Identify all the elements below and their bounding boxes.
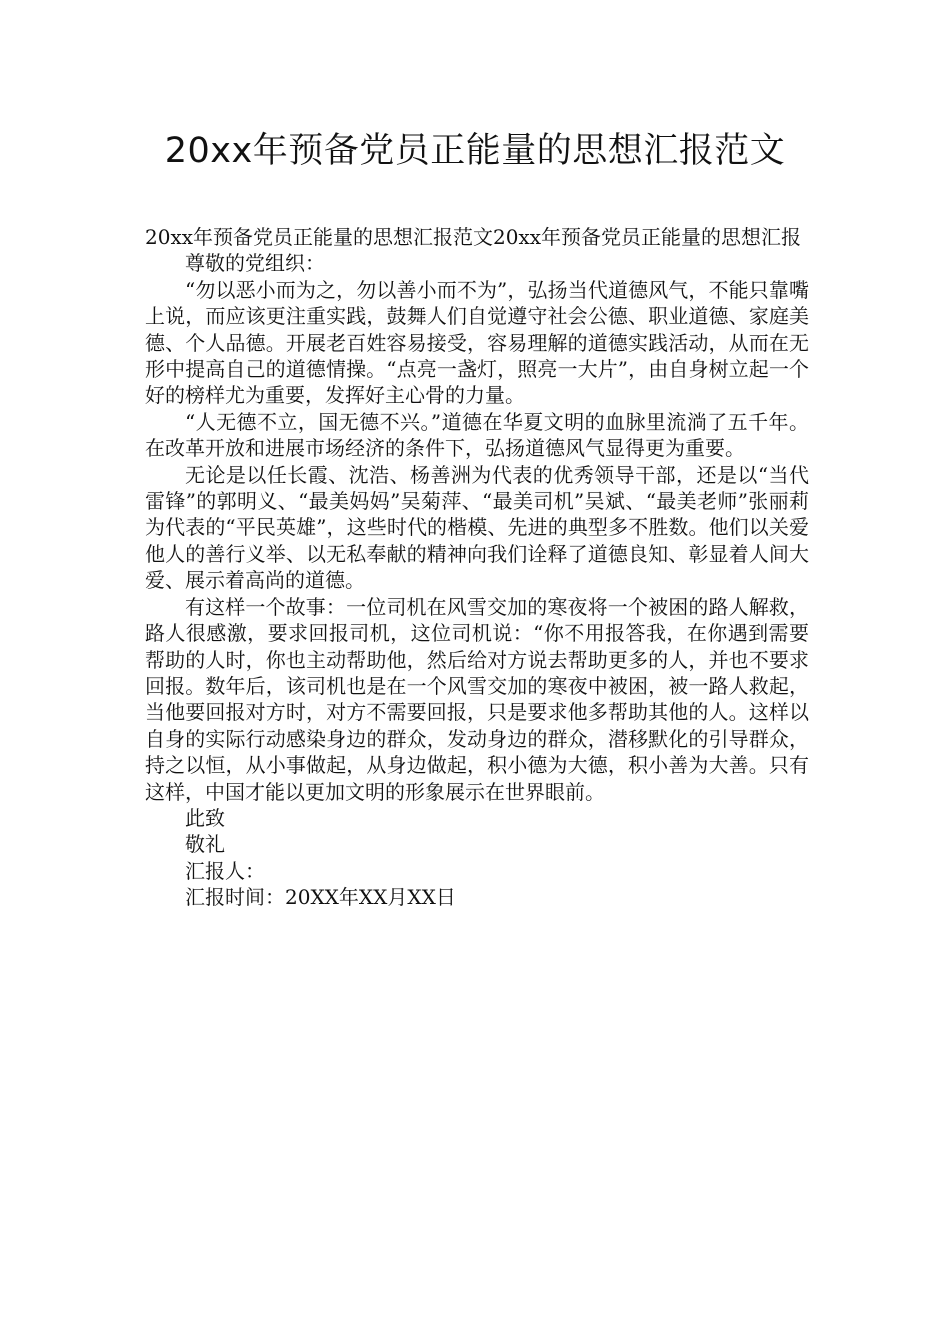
closing-line-2: 敬礼 bbox=[185, 832, 225, 857]
document-body bbox=[145, 224, 809, 911]
intro-text: 20xx年预备党员正能量的思想汇报范文20xx年预备党员正能量的思想汇报 bbox=[145, 225, 802, 249]
body-paragraph-1: “勿以恶小而为之，勿以善小而不为”，弘扬当代道德风气，不能只靠嘴上说，而应该更注重实践，鼓舞人们自觉遵守社会公德、职业道德、家庭美德、个人品德。开展老百姓容易接受，容易理解的道德实践活动，从而在无形中提高自己的道德情操。“点亮一盏灯，照亮一大片”，由自身树立起一个好的榜样尤为重要，发挥好主心骨的力量。 bbox=[145, 277, 809, 408]
body-paragraph-3: 无论是以任长霞、沈浩、杨善洲为代表的优秀领导干部，还是以“当代雷锋”的郭明义、“最美妈妈”吴菊萍、“最美司机”吴斌、“最美老师”张丽莉为代表的“平民英雄”，这些时代的楷模、先进的典型多不胜数。他们以关爱他人的善行义举、以无私奉献的精神向我们诠释了道德良知、彰显着人间大爱、展示着高尚的道德。 bbox=[145, 462, 809, 593]
reporter-line: 汇报人： bbox=[185, 858, 265, 883]
document-title: 20xx年预备党员正能量的思想汇报范文 bbox=[164, 131, 786, 171]
body-paragraph-2: “人无德不立，国无德不兴。”道德在华夏文明的血脉里流淌了五千年。在改革开放和进展市场经济的条件下，弘扬道德风气显得更为重要。 bbox=[145, 409, 809, 461]
closing-line-1: 此致 bbox=[185, 805, 225, 830]
report-time-line: 汇报时间：20XX年XX月XX日 bbox=[185, 885, 456, 910]
body-paragraph-4: 有这样一个故事：一位司机在风雪交加的寒夜将一个被困的路人解救，路人很感激，要求回报司机，这位司机说：“你不用报答我，在你遇到需要帮助的人时，你也主动帮助他，然后给对方说去帮助更多的人，并也不要求回报。数年后，该司机也是在一个风雪交加的寒夜中被困，被一路人救起，当他要回报对方时，对方不需要回报，只是要求他多帮助其他的人。这样以自身的实际行动感染身边的群众，发动身边的群众，潜移默化的引导群众，持之以恒，从小事做起，从身边做起，积小德为大德，积小善为大善。只有这样，中国才能以更加文明的形象展示在世界眼前。 bbox=[145, 594, 809, 804]
salutation: 尊敬的党组织： bbox=[185, 251, 325, 276]
